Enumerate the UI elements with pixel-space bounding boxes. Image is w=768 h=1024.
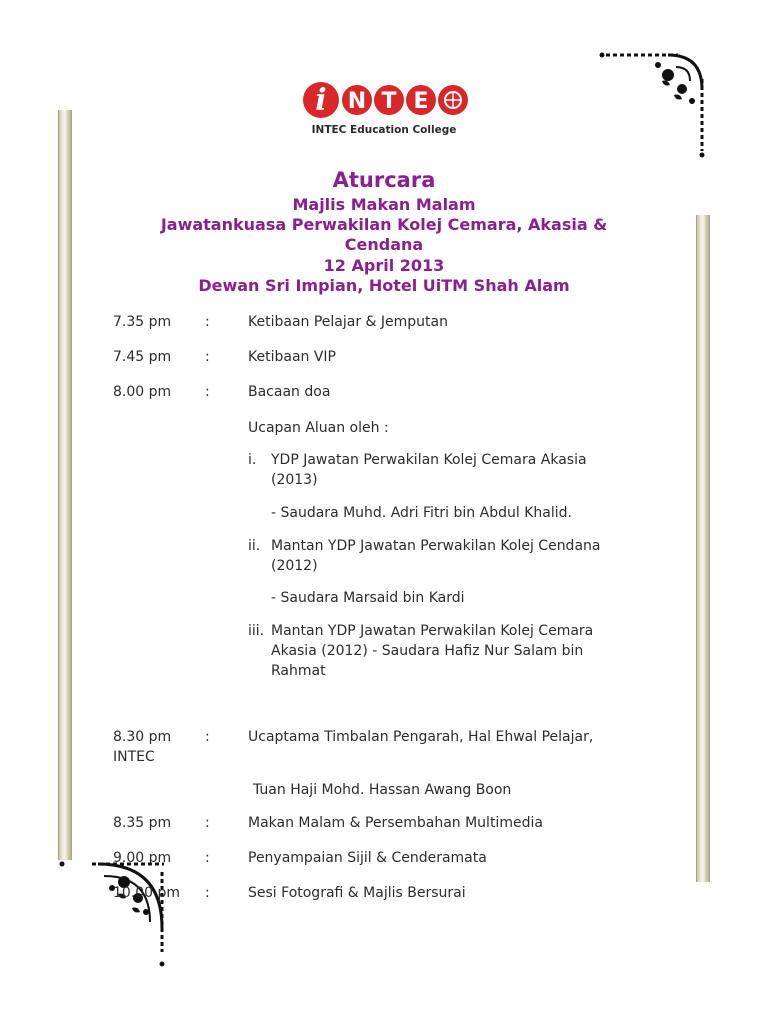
svg-text:i: i bbox=[315, 83, 327, 118]
schedule-activity: Ketibaan VIP bbox=[248, 349, 336, 365]
schedule-separator: : bbox=[205, 850, 210, 866]
event-name: Majlis Makan Malam bbox=[292, 195, 476, 214]
left-decorative-pillar bbox=[58, 110, 72, 860]
organizer-line-2: Cendana bbox=[344, 235, 424, 254]
schedule-separator: : bbox=[205, 815, 210, 831]
schedule-time: 8.35 pm bbox=[113, 815, 172, 831]
svg-text:E: E bbox=[413, 89, 429, 114]
intec-logo-mark bbox=[293, 76, 475, 126]
page-title: Aturcara bbox=[332, 168, 436, 192]
schedule-time: 8.00 pm bbox=[113, 384, 172, 400]
event-date: 12 April 2013 bbox=[323, 256, 445, 275]
event-venue: Dewan Sri Impian, Hotel UiTM Shah Alam bbox=[198, 276, 570, 295]
speaker-name: - Saudara Muhd. Adri Fitri bin Abdul Khalid. bbox=[271, 505, 572, 521]
right-decorative-pillar bbox=[696, 215, 710, 882]
schedule-separator: : bbox=[205, 349, 210, 365]
corner-ornament-bottom-left bbox=[54, 852, 172, 970]
schedule-time: 9.00 pm bbox=[113, 850, 172, 866]
schedule-time-continued: INTEC bbox=[113, 749, 155, 765]
speaker-title-line: Rahmat bbox=[271, 663, 326, 679]
speaker-title-line: YDP Jawatan Perwakilan Kolej Cemara Akasia bbox=[271, 452, 587, 468]
schedule-activity: Bacaan doa bbox=[248, 384, 331, 400]
welcome-intro: Ucapan Aluan oleh : bbox=[248, 420, 389, 436]
intec-logo bbox=[293, 76, 475, 146]
schedule-time: 7.35 pm bbox=[113, 314, 172, 330]
list-number: ii. bbox=[248, 538, 261, 554]
schedule-separator: : bbox=[205, 384, 210, 400]
corner-ornament-top-right bbox=[598, 45, 716, 163]
schedule-activity: Ketibaan Pelajar & Jemputan bbox=[248, 314, 448, 330]
speaker-title-line: (2012) bbox=[271, 558, 318, 574]
keynote-speaker: Tuan Haji Mohd. Hassan Awang Boon bbox=[253, 782, 512, 798]
schedule-activity: Sesi Fotografi & Majlis Bersurai bbox=[248, 885, 466, 901]
schedule-separator: : bbox=[205, 314, 210, 330]
speaker-title-line: Mantan YDP Jawatan Perwakilan Kolej Cendana bbox=[271, 538, 601, 554]
schedule-separator: : bbox=[205, 885, 210, 901]
list-number: i. bbox=[248, 452, 257, 468]
speaker-name: - Saudara Marsaid bin Kardi bbox=[271, 590, 465, 606]
schedule-activity: Ucaptama Timbalan Pengarah, Hal Ehwal Pelajar, bbox=[248, 729, 594, 745]
schedule-activity: Makan Malam & Persembahan Multimedia bbox=[248, 815, 543, 831]
list-number: iii. bbox=[248, 623, 265, 639]
svg-text:N: N bbox=[347, 89, 367, 114]
schedule-separator: : bbox=[205, 729, 210, 745]
speaker-title-line: Mantan YDP Jawatan Perwakilan Kolej Cemara bbox=[271, 623, 594, 639]
schedule-time: 7.45 pm bbox=[113, 349, 172, 365]
svg-text:T: T bbox=[381, 89, 397, 114]
organizer-line-1: Jawatankuasa Perwakilan Kolej Cemara, Akasia & bbox=[160, 215, 608, 234]
speaker-title-line: Akasia (2012) - Saudara Hafiz Nur Salam bin bbox=[271, 643, 584, 659]
schedule-time: 8.30 pm bbox=[113, 729, 172, 745]
logo-caption: INTEC Education College bbox=[311, 124, 457, 136]
schedule-activity: Penyampaian Sijil & Cenderamata bbox=[248, 850, 487, 866]
organizer bbox=[100, 215, 668, 255]
schedule-time: 10.00 pm bbox=[113, 885, 181, 901]
speaker-title-line: (2013) bbox=[271, 472, 318, 488]
